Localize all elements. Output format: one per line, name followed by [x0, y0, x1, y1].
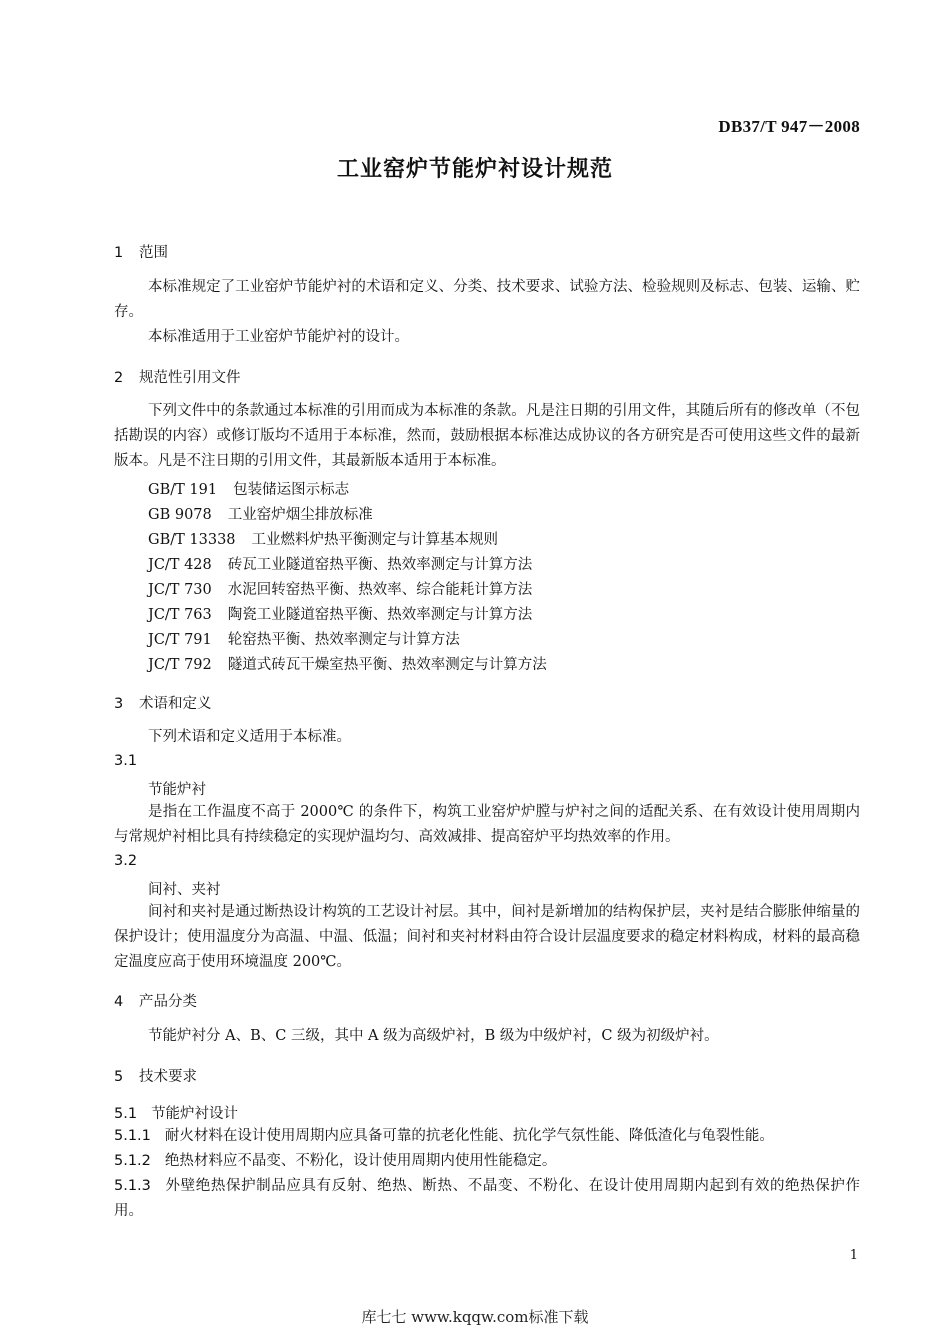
clause-text: 耐火材料在设计使用周期内应具备可靠的抗老化性能、抗化学气氛性能、降低渣化与龟裂性能。	[164, 1128, 774, 1144]
term-name: 节能炉衬	[148, 782, 206, 798]
standard-number: DB37/T 947－2008	[718, 117, 860, 136]
section-title: 规范性引用文件	[139, 370, 241, 386]
reference-name: 轮窑热平衡、热效率测定与计算方法	[227, 632, 460, 648]
section-title: 技术要求	[139, 1069, 197, 1085]
term-name: 间衬、夹衬	[148, 882, 221, 898]
footer-watermark: 库七七 www.kqqw.com标准下载	[361, 1308, 589, 1326]
term-definition: 间衬和夹衬是通过断热设计构筑的工艺设计衬层。其中，间衬是新增加的结构保护层，夹衬是结合膨胀伸缩量的保护设计；使用温度分为高温、中温、低温；间衬和夹衬材料由符合设计层温度要求的稳定材料构成，材料的最高稳定温度应高于使用环境温度 200℃。	[114, 904, 860, 970]
section-title: 产品分类	[139, 994, 197, 1010]
term-number: 3.1	[114, 753, 138, 769]
section-2-heading	[114, 366, 241, 387]
page-number: 1	[849, 1248, 858, 1263]
reference-item	[148, 503, 373, 524]
document-title: 工业窑炉节能炉衬设计规范	[336, 157, 613, 182]
section-1-heading	[114, 241, 168, 262]
reference-code: JC/T 730	[148, 582, 212, 598]
section-title: 范围	[139, 245, 168, 261]
reference-code: JC/T 791	[148, 632, 212, 648]
reference-name: 隧道式砖瓦干燥室热平衡、热效率测定与计算方法	[227, 657, 547, 673]
section-2-paragraph: 下列文件中的条款通过本标准的引用而成为本标准的条款。凡是注日期的引用文件，其随后所有的修改单（不包括勘误的内容）或修订版均不适用于本标准，然而，鼓励根据本标准达成协议的各方研究是否可使用这些文件的最新版本。凡是不注日期的引用文件，其最新版本适用于本标准。	[114, 403, 860, 469]
section-4-paragraph: 节能炉衬分 A、B、C 三级，其中 A 级为高级炉衬，B 级为中级炉衬，C 级为初级炉衬。	[148, 1028, 719, 1044]
section-4-heading	[114, 990, 197, 1011]
reference-code: GB/T 191	[148, 482, 218, 498]
reference-name: 工业燃料炉热平衡测定与计算基本规则	[251, 532, 499, 548]
reference-code: JC/T 428	[148, 557, 212, 573]
reference-code: GB 9078	[148, 507, 212, 523]
reference-code: JC/T 763	[148, 607, 212, 623]
term-number: 3.2	[114, 853, 138, 869]
section-1-paragraph-2: 本标准适用于工业窑炉节能炉衬的设计。	[148, 329, 409, 345]
section-number: 3	[114, 696, 124, 712]
reference-item	[148, 553, 532, 574]
clause-text: 绝热材料应不晶变、不粉化，设计使用周期内使用性能稳定。	[164, 1153, 557, 1169]
reference-item	[148, 603, 532, 624]
reference-name: 水泥回转窑热平衡、热效率、综合能耗计算方法	[227, 582, 533, 598]
reference-name: 砖瓦工业隧道窑热平衡、热效率测定与计算方法	[227, 557, 533, 573]
reference-name: 包装储运图示标志	[233, 482, 350, 498]
clause-text: 外壁绝热保护制品应具有反射、绝热、断热、不晶变、不粉化、在设计使用周期内起到有效的绝热保护作用。	[114, 1178, 860, 1219]
reference-item	[148, 628, 460, 649]
clause-number: 5.1.3	[114, 1178, 151, 1194]
section-1-paragraph-1: 本标准规定了工业窑炉节能炉衬的术语和定义、分类、技术要求、试验方法、检验规则及标志、包装、运输、贮存。	[114, 279, 860, 320]
subsection-title: 节能炉衬设计	[151, 1106, 239, 1122]
reference-code: JC/T 792	[148, 657, 212, 673]
subsection-5-1	[114, 1102, 238, 1123]
reference-item	[148, 653, 547, 674]
section-number: 1	[114, 245, 124, 261]
section-title: 术语和定义	[139, 696, 212, 712]
clause-number: 5.1.2	[114, 1153, 151, 1169]
section-3-heading	[114, 692, 212, 713]
clause-5-1-3	[114, 1174, 860, 1224]
section-number: 5	[114, 1069, 124, 1085]
reference-item	[148, 528, 498, 549]
clause-number: 5.1.1	[114, 1128, 151, 1144]
section-number: 4	[114, 994, 124, 1010]
clause-5-1-1	[114, 1124, 860, 1149]
subsection-number: 5.1	[114, 1106, 138, 1122]
reference-item	[148, 578, 532, 599]
reference-code: GB/T 13338	[148, 532, 236, 548]
reference-item	[148, 478, 349, 499]
section-5-heading	[114, 1065, 197, 1086]
reference-name: 工业窑炉烟尘排放标准	[227, 507, 373, 523]
term-definition: 是指在工作温度不高于 2000℃ 的条件下，构筑工业窑炉炉膛与炉衬之间的适配关系、在有效设计使用周期内与常规炉衬相比具有持续稳定的实现炉温均匀、高效减排、提高窑炉平均热效率的作用。	[114, 804, 860, 845]
clause-5-1-2	[114, 1149, 860, 1174]
section-3-intro: 下列术语和定义适用于本标准。	[148, 729, 351, 745]
reference-name: 陶瓷工业隧道窑热平衡、热效率测定与计算方法	[227, 607, 533, 623]
section-number: 2	[114, 370, 124, 386]
